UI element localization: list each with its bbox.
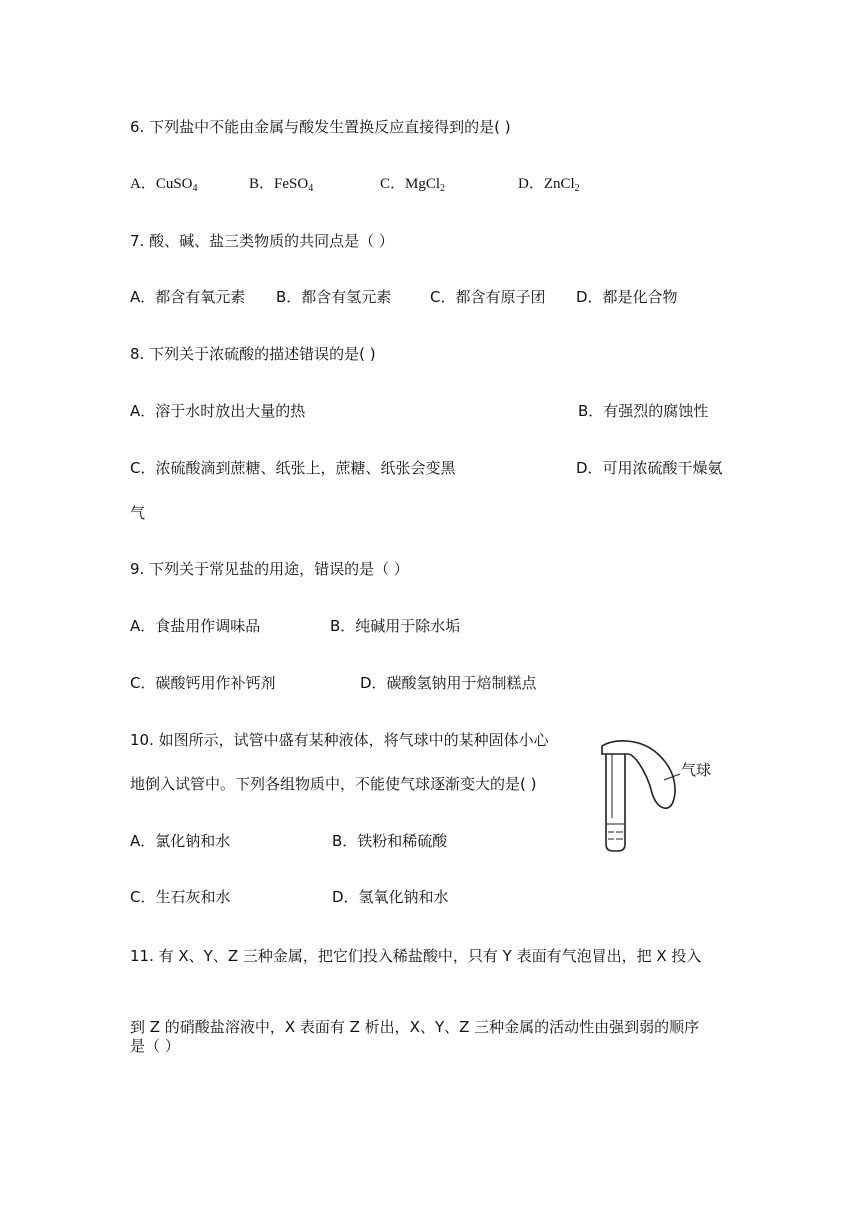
q8-option-d: D．可用浓硫酸干燥氨	[576, 459, 723, 477]
q8-option-d-continuation: 气	[130, 504, 146, 522]
question-7-stem: 7. 酸、碱、盐三类物质的共同点是（ ）	[130, 232, 394, 250]
q10-option-a: A．氯化钠和水	[130, 832, 231, 850]
q8-option-a: A．溶于水时放出大量的热	[130, 402, 306, 420]
q9-option-a: A．食盐用作调味品	[130, 617, 261, 635]
question-10-stem-line2: 地倒入试管中。下列各组物质中，不能使气球逐渐变大的是( )	[130, 775, 537, 793]
q9-option-c: C．碳酸钙用作补钙剂	[130, 674, 276, 692]
test-tube-balloon-diagram	[598, 738, 728, 860]
q7-option-b: B．都含有氢元素	[276, 288, 392, 306]
question-10-stem-line1: 10. 如图所示，试管中盛有某种液体，将气球中的某种固体小心	[130, 731, 549, 749]
question-11-line2: 到 Z 的硝酸盐溶液中，X 表面有 Z 析出，X、Y、Z 三种金属的活动性由强到弱的顺序	[130, 1018, 700, 1036]
q7-option-d: D．都是化合物	[576, 288, 678, 306]
q6-option-b: B．FeSO$_4$	[249, 176, 314, 194]
q6-option-d: D．ZnCl$_2$	[518, 176, 580, 194]
q10-option-d: D．氢氧化钠和水	[332, 888, 449, 906]
question-11-line1: 11. 有 X、Y、Z 三种金属，把它们投入稀盐酸中，只有 Y 表面有气泡冒出，把 X 投入	[130, 947, 702, 965]
q9-option-d: D．碳酸氢钠用于焙制糕点	[360, 674, 537, 692]
q7-option-a: A．都含有氧元素	[130, 288, 246, 306]
question-6-stem: 6. 下列盐中不能由金属与酸发生置换反应直接得到的是( )	[130, 118, 511, 136]
q10-option-b: B．铁粉和稀硫酸	[332, 832, 448, 850]
q6-option-a: A．CuSO$_4$	[130, 176, 198, 194]
question-8-stem: 8. 下列关于浓硫酸的描述错误的是( )	[130, 345, 376, 363]
balloon	[602, 741, 675, 808]
q8-option-c: C．浓硫酸滴到蔗糖、纸张上，蔗糖、纸张会变黑	[130, 459, 456, 477]
question-9-stem: 9. 下列关于常见盐的用途，错误的是（ ）	[130, 560, 409, 578]
q6-option-c: C．MgCl$_2$	[380, 176, 446, 194]
q10-option-c: C．生石灰和水	[130, 888, 231, 906]
question-11-line3: 是（ ）	[130, 1037, 180, 1055]
test-tube-outline	[606, 748, 625, 851]
balloon-label: 气球	[681, 761, 712, 779]
q9-option-b: B．纯碱用于除水垢	[330, 617, 461, 635]
q8-option-b: B．有强烈的腐蚀性	[578, 402, 709, 420]
q7-option-c: C．都含有原子团	[430, 288, 546, 306]
test-tube-balloon-svg	[598, 738, 728, 856]
